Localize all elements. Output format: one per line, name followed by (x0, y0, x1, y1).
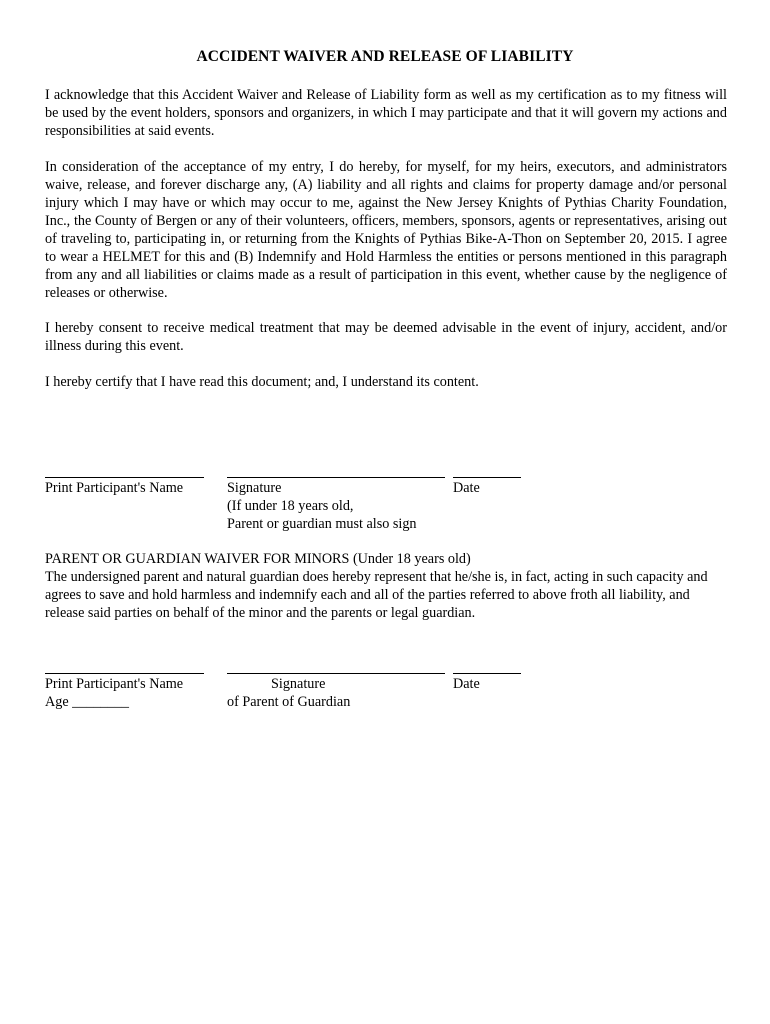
guardian-signature-label: Signature (271, 676, 326, 692)
participant-date-line[interactable] (453, 477, 521, 478)
medical-consent-paragraph: I hereby consent to receive medical treatment that may be deemed advisable in the event of injury, accident, and/or illness during this event. (45, 320, 727, 354)
participant-signature-line[interactable] (227, 477, 445, 478)
guardian-signature-sublabel: of Parent of Guardian (227, 694, 351, 710)
certification-paragraph: I hereby certify that I have read this document; and, I understand its content. (45, 374, 479, 390)
participant-name-label: Print Participant's Name (45, 480, 184, 496)
participant-name-line[interactable] (45, 477, 204, 478)
age-field-label[interactable]: Age ________ (45, 694, 129, 710)
acknowledgement-paragraph: I acknowledge that this Accident Waiver and Release of Liability form as well as my certification as to my fitness will be used by the event holders, sponsors and organizers, in which I may participate and that it will govern my actions and responsibilities at said events. (45, 87, 727, 139)
guardian-date-line[interactable] (453, 673, 521, 674)
guardian-body: The undersigned parent and natural guardian does hereby represent that he/she is, in fact, acting in such capacity and agrees to save and hold harmless and indemnify each and all of the parties referred to above froth all liability, and release said parties on behalf of the minor and the parents or legal guardian. (45, 569, 708, 621)
release-paragraph: In consideration of the acceptance of my entry, I do hereby, for myself, for my heirs, executors, and administrators waive, release, and forever discharge any, (A) liability and all rights and claims for property damage and/or personal injury which I may have or which may occur to me, against the New Jersey Knights of Pythias Charity Foundation, Inc., the County of Bergen or any of their volunteers, officers, members, sponsors, agents or representatives, arising out of traveling to, participating in, or returning from the Knights of Pythias Bike-A-Thon on September 20, 2015. I agree to wear a HELMET for this and (B) Indemnify and Hold Harmless the entities or persons mentioned in this paragraph from any and all liabilities or claims made as a result of participation in this event, whether cause by the negligence of releases or otherwise. (45, 159, 727, 301)
document-title: ACCIDENT WAIVER AND RELEASE OF LIABILITY (196, 48, 574, 65)
guardian-signature-line[interactable] (227, 673, 445, 674)
minor-note-line2: Parent or guardian must also sign (227, 516, 417, 532)
guardian-date-label: Date (453, 676, 480, 692)
guardian-participant-name-line[interactable] (45, 673, 204, 674)
participant-date-label: Date (453, 480, 480, 496)
guardian-participant-name-label: Print Participant's Name (45, 676, 184, 692)
guardian-heading: PARENT OR GUARDIAN WAIVER FOR MINORS (Under 18 years old) (45, 551, 471, 567)
participant-signature-label: Signature (227, 480, 282, 496)
minor-note-line1: (If under 18 years old, (227, 498, 354, 514)
